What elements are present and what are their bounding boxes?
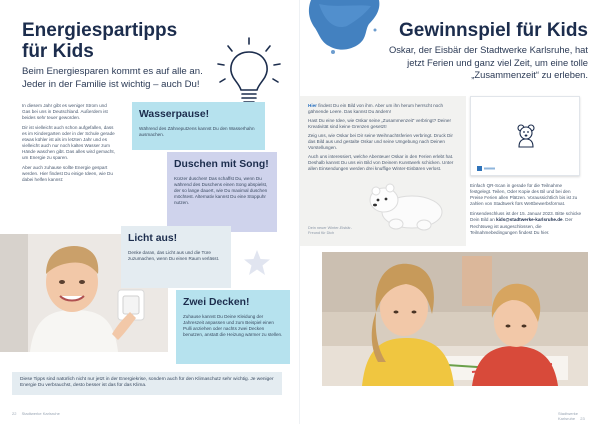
tip-title: Zwei Decken!	[183, 297, 250, 308]
children-drawing-photo	[322, 252, 588, 386]
right-page-title: Gewinnspiel für Kids	[399, 20, 588, 41]
running-head: Stadtwerke Karlsruhe	[21, 411, 60, 416]
left-lead: Beim Energiesparen kommt es auf alle an. Jeder in der Familie ist wichtig – auch Du!	[22, 66, 203, 90]
oskar-bear-icon	[515, 123, 537, 149]
contest-paragraph-4: Auch uns interessiert, welche Abenteuer Oskar in den Ferien erlebt hat. Deshalb kannst Du uns ein Bild von Deinem Kunstwerk schicken. Unter allen Einsendungen werden drei knuffige Winter-Eisbären verlost.	[308, 154, 454, 172]
contest-email-link[interactable]: kids@stadtwerke-karlsruhe.de	[496, 217, 563, 223]
contest-text	[308, 103, 458, 172]
tip-body: Während des Zähneputzens kannst Du den Wasserhahn ausmachen.	[139, 126, 255, 138]
tip-title: Licht aus!	[128, 233, 178, 244]
plush-polar-bear-image	[366, 174, 450, 234]
title-line-2: für Kids	[22, 41, 94, 62]
title-line-1: Energiespartipps	[22, 20, 178, 41]
tip-two-blankets	[176, 290, 290, 364]
intro-paragraph-2: Dir ist vielleicht auch schon aufgefallen, dass es im Kindergarten oder in der Schule gerade etwas kühler ist als im letzten Jahr und es vielleicht auch nur noch kaltes Wasser zum Hände waschen gibt. Das alles wird gemacht, um Energie zu sparen.	[22, 124, 115, 161]
plush-caption: Dein neuer Winter-Eisbär-Freund für Dich	[308, 226, 352, 235]
children-illustration	[322, 252, 588, 386]
footer-note: Diese Tipps sind natürlich nicht nur jetzt in der Energiekrise, sondern auch für den Klimaschutz sehr wichtig. Je weniger Energie Du verbrauchst, desto besser ist das für das Klima.	[12, 372, 282, 395]
intro-text	[22, 103, 116, 187]
paint-splash-graphic	[305, 0, 385, 56]
page-number-left	[12, 411, 60, 416]
stadtwerke-logo	[477, 165, 495, 173]
tip-water-pause	[132, 102, 265, 150]
oskar-drawing-card	[470, 96, 580, 176]
contest-paragraph-2: Hast Du eine Idee, wie Oskar seine „Zusammenzeit“ verbringt? Deiner Kreativität sind keine Grenzen gesetzt!	[308, 117, 451, 130]
intro-paragraph-3: Aber auch zuhause sollte Energie gespart werden. Hier findest Du einige Ideen, wie Du dabei helfen kannst:	[22, 165, 113, 183]
intro-paragraph-1: In diesem Jahr gibt es weniger Strom und Gas bei uns in Deutschland. Außerdem ist beides sehr teuer geworden.	[22, 103, 108, 121]
contest-paragraph-3: Zeig uns, wie Oskar bei Dir seine Weihnachtsferien verbringt. Druck Dir das Bild aus und gestalte Oskar und seine Umgebung nach Deinen Vorstellungen.	[308, 132, 453, 151]
info-paragraph-3: Der Rechtsweg ist ausgeschlossen, die Teilnahmebedingungen findest Du hier.	[470, 217, 573, 235]
tip-title: Wasserpause!	[139, 109, 210, 120]
info-paragraph-1: Einfach QR-Scan in gerade für die Teilnahme festgelegt. Teilen, Oder Kopie des Bil und bei den Preise Ferien allen Plätzen. Voraussichtlich bis ist zu zahlen von Stadtwerk fürs Wettbewerbsformat.	[470, 183, 578, 207]
page-number: 23	[580, 416, 585, 421]
star-icon	[242, 248, 272, 278]
contest-paragraph-1: findest Du ein Bild von ihm. Aber um ihn herum herrscht noch gähnende Leere. Das kannst Du ändern!	[308, 103, 444, 115]
tip-light-off	[121, 226, 231, 288]
contest-box	[300, 96, 466, 246]
running-head: Stadtwerke Karlsruhe	[558, 411, 579, 421]
right-lead: Oskar, der Eisbär der Stadtwerke Karlsruhe, hat jetzt Ferien und ganz viel Zeit, um eine tolle „Zusammenzeit“ zu erleben.	[388, 44, 588, 80]
tip-title: Duschen mit Song!	[174, 159, 269, 170]
page-number-right	[558, 411, 600, 421]
contest-info: Einfach QR-Scan in gerade für die Teilnahme festgelegt. Teilen, Oder Kopie des Bil und bei den Preise Ferien allen Plätzen. Voraussichtlich bis ist zu zahlen von Stadtwerk fürs Wettbewerbsformat. Einsendeschluss ist der 15. Januar 2023. Bitte schicke Dein Bild an kids@stadtwerke-karlsruhe.de. Der Rechtsweg ist ausgeschlossen, die Teilnahmebedingungen findest Du hier.	[470, 183, 582, 235]
tip-body: Kürzer duschen! Das schaffst Du, wenn Du während des Duschens einen Song abspielst, der so lange dauert, wie Du maximal duschen möchtest. Alternativ kannst Du eine Stoppuhr nutzen.	[174, 176, 268, 206]
tip-shower-song	[167, 152, 277, 232]
info-paragraph-2: Einsendeschluss ist der 15. Januar 2023. Bitte schicke Dein Bild an	[470, 211, 582, 223]
page-number: 22	[12, 411, 17, 416]
contest-link[interactable]: Hier	[308, 103, 317, 108]
left-page-title	[22, 20, 177, 62]
tip-body: Zuhause kannst Du Deine Kleidung der Jahreszeit anpassen und zum Beispiel einen Pulli anziehen oder nachts zwei Decken benutzen, anstatt die Heizung wärmer zu stellen.	[183, 314, 283, 338]
tip-body: Denke daran, das Licht aus und die Türe zuzumachen, wenn Du einen Raum verlässt.	[128, 250, 220, 262]
